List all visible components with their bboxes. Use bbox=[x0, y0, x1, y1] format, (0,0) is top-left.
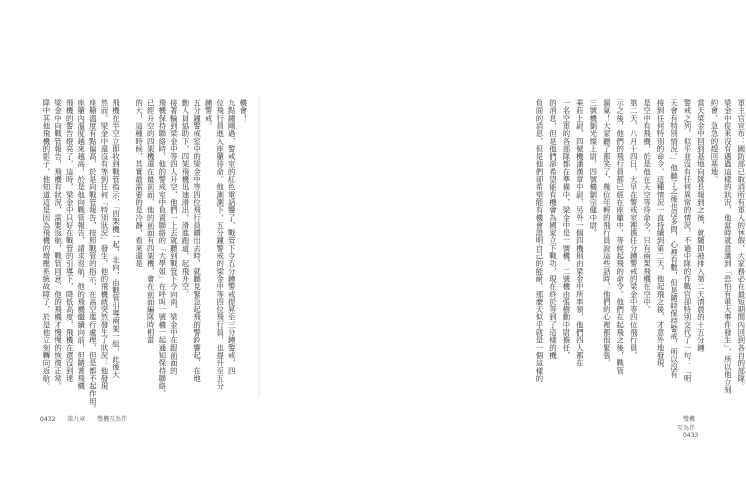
text-column: 接著輪到梁金中等四人升空，他們一上去就聽到戰管下令向南，梁金中在跟前面的 bbox=[169, 99, 179, 375]
section-label: 雙機互為伴 bbox=[677, 416, 696, 432]
text-column: 九點鐘剛過，警戒室的紅色電話響了，戰管下令五分鐘警戒提昇至三分鐘警戒，四 bbox=[227, 99, 237, 375]
text-column: 勤人員協助下，四架飛機迅速滑出，滑進跑道，起飛升空。 bbox=[180, 99, 190, 298]
text-column: 負面的消息，但是他們卻希望能有機會證明自己的能耐，那麼天似乎就是一個這樣的 bbox=[535, 99, 544, 383]
text-column: 的消息，但是他們卻希望能有機會為國家立下戰功，現在終於等到了這樣的機 bbox=[548, 99, 558, 360]
page-number: 0433 bbox=[683, 432, 699, 439]
text-column: 五分鐘警戒室中的梁金中等四位飛行員鑽出去時，就聽見緊急起飛的警鈴響起，在地 bbox=[192, 99, 202, 383]
page-number: 0432 bbox=[40, 416, 56, 423]
left-page-text-block bbox=[42, 99, 248, 413]
text-column: 梁金中從來沒有遇過這樣的狀況，他當時就意識到「恐怕有重大事件發生」，所以他立刻 bbox=[723, 99, 733, 394]
text-column: 天會有特別情況。」他聽了之後也沒多問，心裡有數，但是隨時保持警戒，所以沒有 bbox=[669, 99, 679, 379]
text-column: 位飛行員進入座艙待命。他測測下，五分鐘警戒的梁金中等四位飛行員，也提升至五分 bbox=[215, 99, 225, 390]
chapter-label: 第九章 bbox=[67, 416, 86, 423]
text-column: 的大，這種時候，其實最需要的是冷靜，看來還是 bbox=[134, 99, 144, 268]
text-column: 當天梁金中回到基地向隊長報到之後，就隨即被排入第二天清晨的十五分鐘 bbox=[696, 99, 706, 352]
text-column: 接到任何特別的命令，這種情況一直持續到第二天，他起飛之後，才意外地發現 bbox=[656, 99, 666, 367]
text-column: 軍主官宣布：國防部已取消所有軍人的休假，大家務必在最短期間內回到各自的部隊。 bbox=[736, 99, 746, 390]
text-column: 是空中有飛機，於是他在天空等待命令，只有兩架飛機在空中。 bbox=[642, 99, 652, 314]
left-page bbox=[0, 0, 260, 500]
text-column: 三號機劉光燦上尉，四號機劉宗健中尉。 bbox=[588, 99, 598, 237]
text-column: 鐘警戒。 bbox=[204, 99, 214, 130]
text-column: 乘莊上尉，四號機潘漢章中尉，另外一個四機則由梁金中所率領，他們四人都在 bbox=[575, 99, 585, 367]
text-column: 機會！ bbox=[238, 99, 248, 122]
text-column: 梁金中向戰管報告，飛機有狀況，需要返航，戰管同意，他的飛機才慢慢的恢復正常。 bbox=[53, 99, 63, 390]
text-column: 示之後，他們的飛行員都已經在座艙中，等候起飛的命令。他們在起飛之後，戰管 bbox=[615, 99, 625, 375]
text-column: 第二天，八月十四日，大早在警戒室裡擔任分鐘警戒的梁金中等四位飛行員， bbox=[629, 99, 639, 360]
text-column: 已經升空的四架機還在最前面，他的前面有四架機，會在前面編隊時相當 bbox=[146, 99, 156, 344]
section-label: 雙機互為伴 bbox=[97, 416, 128, 423]
text-column: 飛機保持聯絡時，他的警戒室中負責聯絡的「大學姐」在呼叫一號機一起通知保持聯絡， bbox=[157, 99, 167, 398]
text-column: 一名空軍的各部隊都在準備中，梁金中是一號機，二號機由張樹勳中尉擔任， bbox=[561, 99, 571, 360]
right-page-text-block bbox=[535, 99, 746, 394]
text-column: 警戒之列，似乎並沒有任何異常的情況，不過中隊的作戰官卻特別交代了一句：「明 bbox=[682, 99, 692, 383]
text-column: 座艙溫度有點偏高，於是向戰管報告，按照戰管的指示，在高空進行處理，但是都不起作用。 bbox=[88, 99, 98, 413]
text-column: 降中其他飛機的影子，他知道這是因為飛機的增壓系統故障了，於是他立刻轉向返航。 bbox=[42, 99, 51, 390]
text-column: 飛機的警告燈亮了，這時，梁金中只好在戰管的引導下，降低高度，飛機在還沒到達 bbox=[65, 99, 75, 383]
text-column: 約會，急急的趕回基地。 bbox=[709, 99, 719, 184]
text-column: 座艙內溫度越來越高，於是他向戰管報告，請求返航，他的飛機繼續向前，但隨著飛機 bbox=[76, 99, 86, 390]
right-page-footer bbox=[677, 414, 698, 439]
left-page-footer bbox=[40, 414, 137, 423]
text-column: 然而，梁金中還沒有等到任何「特別狀況」發生，他的飛機就突然發生了狀況：他發現 bbox=[99, 99, 109, 390]
text-column: 漏氣！大家聽了都笑了，幾位年輕的飛行員說這些話時，他們的心裡都很緊張， bbox=[602, 99, 612, 367]
text-column: 飛機在半空立即收到戰管指示，「四架機一起，北向，由戰管引導兩架一組，此後大 bbox=[111, 99, 121, 379]
right-page bbox=[260, 0, 746, 500]
